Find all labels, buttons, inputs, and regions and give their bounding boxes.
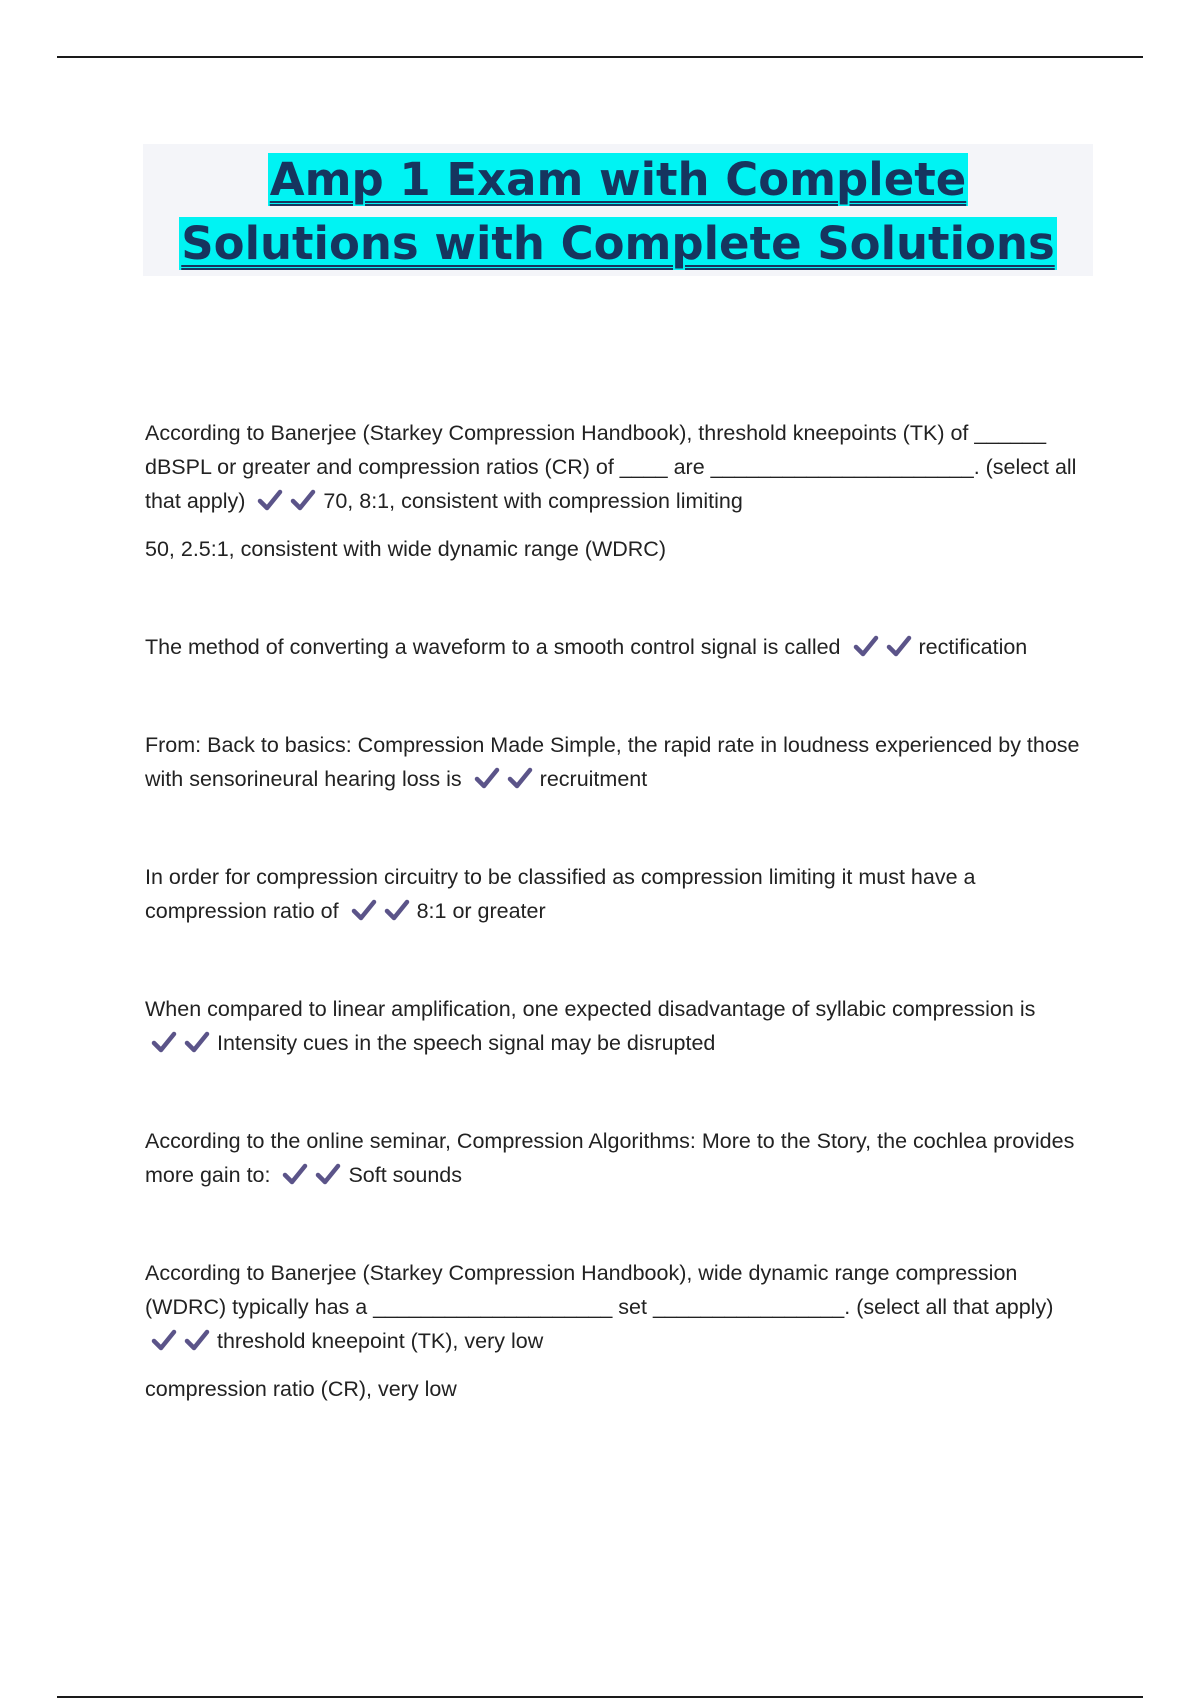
question-text: According to Banerjee (Starkey Compression Handbook), wide dynamic range compression (WDRC) typically has a ____________________ set ________________. (select all that apply) (145, 1261, 1054, 1319)
answer-continuation: 50, 2.5:1, consistent with wide dynamic range (WDRC) (145, 537, 666, 561)
checkmark-icon (290, 489, 316, 511)
qa-line (145, 860, 1080, 928)
answer-text: Intensity cues in the speech signal may be disrupted (217, 1031, 716, 1055)
question-text: When compared to linear amplification, one expected disadvantage of syllabic compression is (145, 997, 1036, 1021)
qa-item (145, 416, 1080, 566)
answer-text: 8:1 or greater (416, 899, 546, 923)
qa-item (145, 992, 1080, 1060)
answer-continuation: compression ratio (CR), very low (145, 1377, 457, 1401)
question-text: From: Back to basics: Compression Made Simple, the rapid rate in loudness experienced by those with sensorineural hearing loss is (145, 733, 1080, 791)
qa-item (145, 860, 1080, 928)
qa-list (145, 416, 1080, 1470)
qa-item (145, 728, 1080, 796)
checkmark-icon (151, 1329, 177, 1351)
checkmark-icon (886, 635, 912, 657)
answer-text: recruitment (539, 767, 648, 791)
answer-text: Soft sounds (348, 1163, 463, 1187)
top-rule (57, 56, 1143, 58)
qa-item (145, 1256, 1080, 1406)
qa-line (145, 1256, 1080, 1358)
checkmark-icon (257, 489, 283, 511)
checkmark-icon (184, 1329, 210, 1351)
title-band (143, 144, 1093, 276)
checkmark-icon (474, 767, 500, 789)
page-title: Amp 1 Exam with Complete Solutions with Complete Solutions (181, 153, 1055, 270)
qa-item (145, 630, 1080, 664)
checkmark-icon (384, 899, 410, 921)
checkmark-icon (315, 1163, 341, 1185)
bottom-rule (57, 1696, 1143, 1698)
checkmark-icon (853, 635, 879, 657)
answer-text: threshold kneepoint (TK), very low (217, 1329, 544, 1353)
qa-item (145, 1124, 1080, 1192)
checkmark-icon (282, 1163, 308, 1185)
qa-line (145, 992, 1080, 1060)
qa-line (145, 416, 1080, 518)
qa-line (145, 728, 1080, 796)
qa-line (145, 630, 1080, 664)
question-text: According to Banerjee (Starkey Compression Handbook), threshold kneepoints (TK) of ______ dBSPL or greater and compression ratios (CR) of ____ are ______________________. (select all that apply) (145, 421, 1077, 513)
question-text: In order for compression circuitry to be classified as compression limiting it must have a compression ratio of (145, 865, 976, 923)
checkmark-icon (351, 899, 377, 921)
answer-text: 70, 8:1, consistent with compression limiting (323, 489, 743, 513)
checkmark-icon (507, 767, 533, 789)
question-text: The method of converting a waveform to a smooth control signal is called (145, 635, 841, 659)
checkmark-icon (184, 1031, 210, 1053)
answer-text: rectification (918, 635, 1028, 659)
qa-line (145, 1124, 1080, 1192)
question-text: According to the online seminar, Compression Algorithms: More to the Story, the cochlea provides more gain to: (145, 1129, 1075, 1187)
checkmark-icon (151, 1031, 177, 1053)
